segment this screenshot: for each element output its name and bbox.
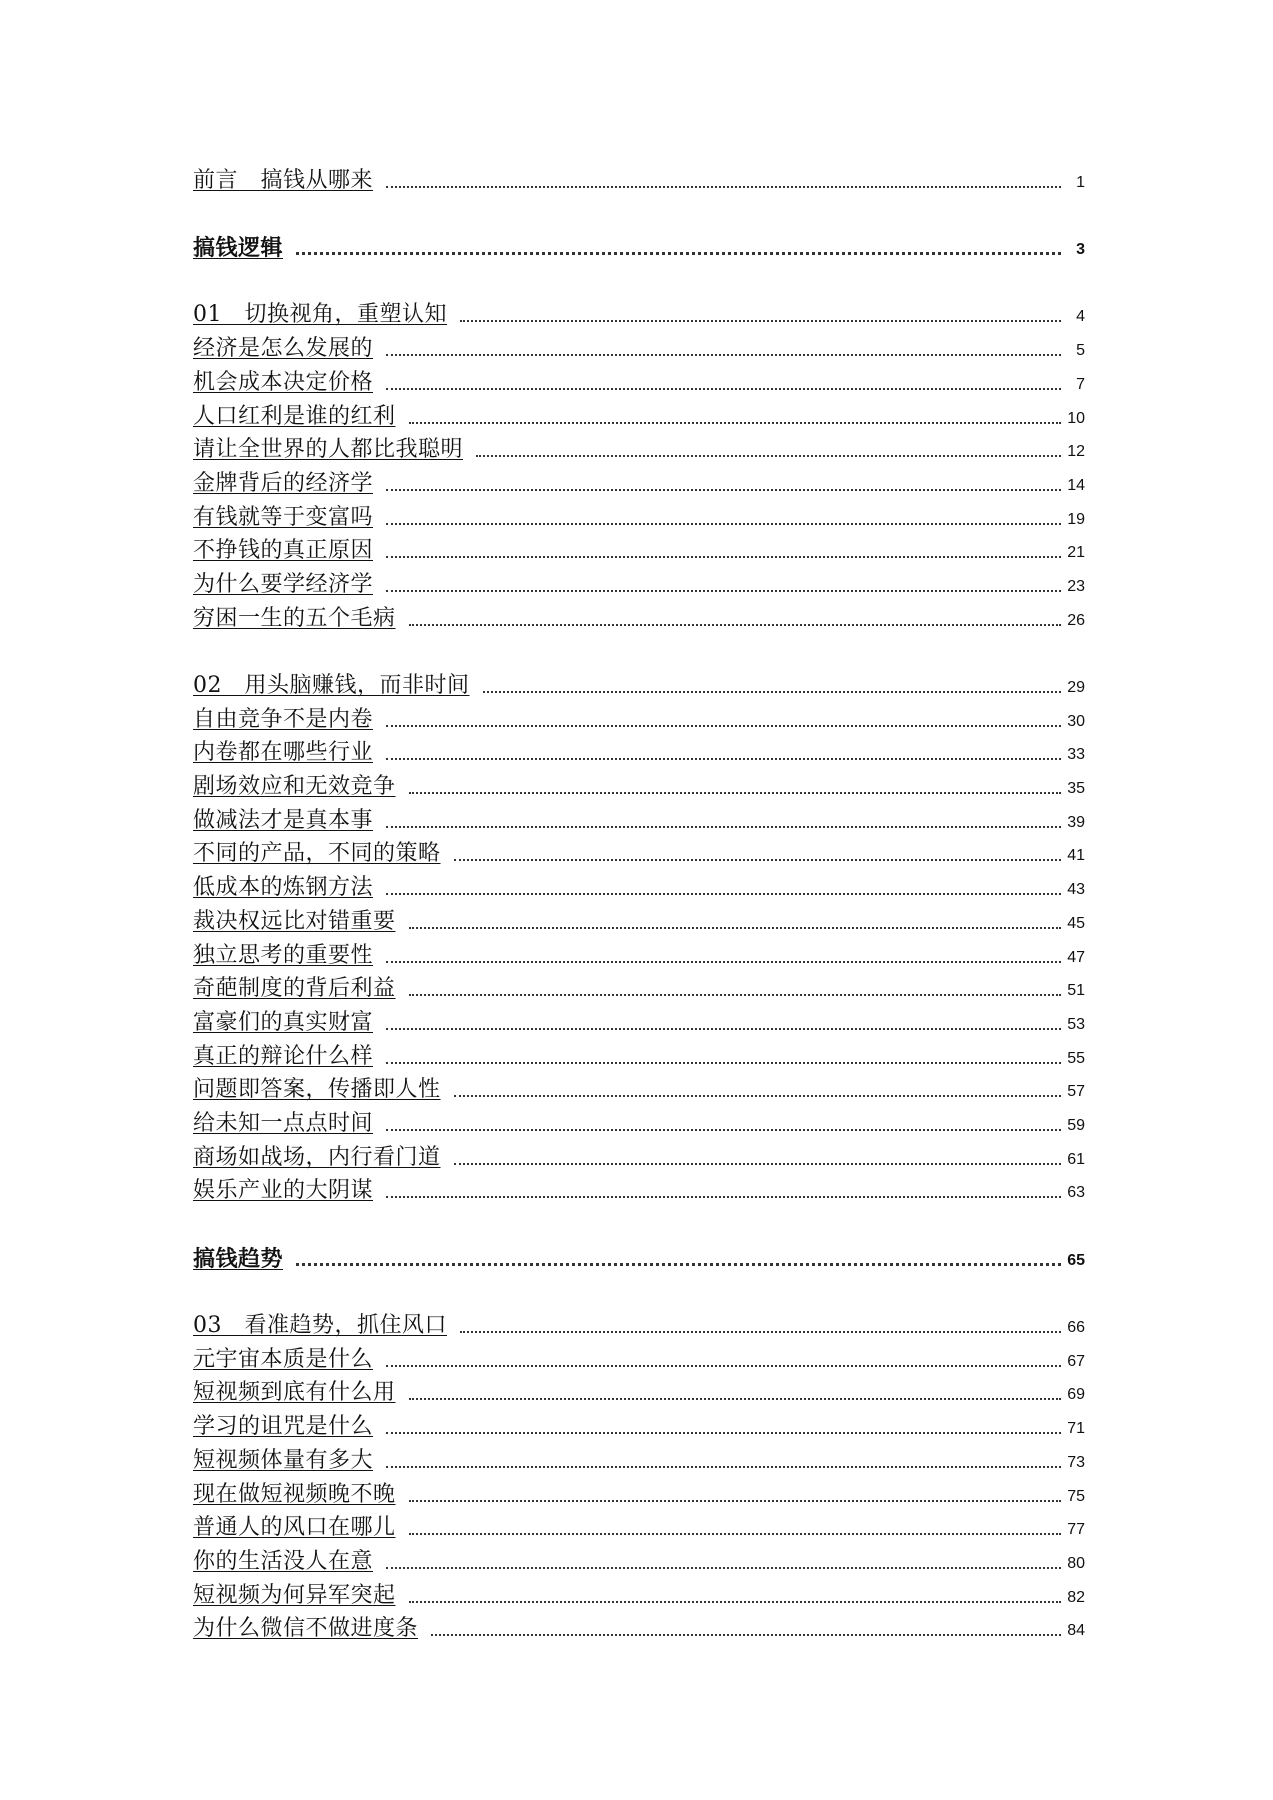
toc-entry[interactable] (193, 933, 1085, 967)
dot-leader (386, 826, 1061, 828)
dot-leader (386, 354, 1061, 356)
toc-entry[interactable] (193, 731, 1085, 765)
toc-entry[interactable] (193, 495, 1085, 529)
toc-entry-page-number: 77 (1067, 1521, 1085, 1539)
toc-entry-page-number: 39 (1067, 813, 1085, 831)
dot-leader (386, 758, 1061, 760)
toc-entry-title[interactable]: 前言 搞钱从哪来 (193, 167, 374, 193)
toc-entry[interactable] (193, 1539, 1085, 1573)
toc-entry[interactable] (193, 697, 1085, 731)
toc-entry-page-number: 1 (1076, 173, 1085, 191)
dot-leader (386, 1129, 1061, 1131)
toc-entry-page-number: 57 (1067, 1083, 1085, 1101)
toc-entry[interactable] (193, 158, 1085, 192)
dot-leader (454, 1095, 1061, 1097)
toc-entry-page-number: 26 (1067, 611, 1085, 629)
toc-entry-title[interactable]: 内卷都在哪些行业 (193, 740, 374, 766)
toc-entry[interactable] (193, 1101, 1085, 1135)
toc-entry[interactable] (193, 461, 1085, 495)
toc-entry-page-number: 73 (1067, 1453, 1085, 1471)
toc-entry-title[interactable]: 给未知一点点时间 (193, 1110, 374, 1136)
toc-entry-title[interactable]: 娱乐产业的大阴谋 (193, 1178, 374, 1204)
toc-entry-title[interactable]: 请让全世界的人都比我聪明 (193, 437, 464, 463)
toc-entry[interactable] (193, 394, 1085, 428)
toc-entry[interactable] (193, 596, 1085, 630)
dot-leader (386, 961, 1061, 963)
toc-entry-page-number: 82 (1067, 1588, 1085, 1606)
toc-entry-page-number: 5 (1076, 342, 1085, 360)
toc-entry-title[interactable]: 机会成本决定价格 (193, 369, 374, 395)
toc-entry[interactable] (193, 360, 1085, 394)
toc-entry-title[interactable]: 问题即答案，传播即人性 (193, 1077, 441, 1103)
dot-leader (386, 388, 1061, 390)
toc-entry-page-number: 4 (1076, 308, 1085, 326)
toc-entry-title[interactable]: 为什么微信不做进度条 (193, 1616, 419, 1642)
toc-entry-title[interactable]: 短视频体量有多大 (193, 1447, 374, 1473)
toc-entry-page-number: 29 (1067, 679, 1085, 696)
toc-entry-page-number: 84 (1067, 1622, 1085, 1640)
toc-entry-title[interactable]: 有钱就等于变富吗 (193, 504, 374, 530)
toc-entry-title[interactable]: 金牌背后的经济学 (193, 470, 374, 496)
toc-entry-title[interactable]: 01 切换视角，重塑认知 (193, 302, 447, 328)
toc-entry-page-number: 53 (1067, 1015, 1085, 1033)
toc-entry-title[interactable]: 短视频为何异军突起 (193, 1582, 396, 1608)
toc-entry-page-number: 55 (1067, 1049, 1085, 1067)
toc-entry[interactable] (193, 832, 1085, 866)
dot-leader (454, 859, 1061, 861)
toc-entry-title[interactable]: 你的生活没人在意 (193, 1548, 374, 1574)
toc-entry-page-number: 66 (1067, 1319, 1085, 1337)
toc-entry-title[interactable]: 为什么要学经济学 (193, 571, 374, 597)
toc-entry-page-number: 14 (1067, 476, 1085, 494)
toc-entry-page-number: 30 (1067, 712, 1085, 730)
toc-entry[interactable] (193, 1371, 1085, 1405)
toc-entry-title[interactable]: 裁决权远比对错重要 (193, 908, 396, 934)
toc-entry-page-number: 67 (1067, 1352, 1085, 1370)
toc-entry-title[interactable]: 搞钱逻辑 (193, 235, 284, 262)
toc-entry[interactable] (193, 1068, 1085, 1102)
dot-leader (296, 252, 1061, 255)
toc-entry-page-number: 19 (1067, 510, 1085, 528)
toc-entry[interactable] (193, 1472, 1085, 1506)
toc-entry-title[interactable]: 低成本的炼钢方法 (193, 875, 374, 901)
toc-entry-title[interactable]: 独立思考的重要性 (193, 942, 374, 968)
toc-entry-page-number: 47 (1067, 948, 1085, 966)
toc-entry-page-number: 43 (1067, 881, 1085, 899)
toc-entry[interactable] (193, 1135, 1085, 1169)
toc-entry-title[interactable]: 自由竞争不是内卷 (193, 706, 374, 732)
toc-entry-title[interactable]: 剧场效应和无效竞争 (193, 774, 396, 800)
toc-entry-page-number: 35 (1067, 780, 1085, 798)
toc-entry-title[interactable]: 03 看准趋势，抓住风口 (193, 1313, 447, 1339)
dot-leader (386, 1028, 1061, 1030)
toc-entry[interactable] (193, 798, 1085, 832)
toc-entry[interactable] (193, 1303, 1085, 1337)
toc-entry-title[interactable]: 元宇宙本质是什么 (193, 1346, 374, 1372)
toc-entry-title[interactable]: 商场如战场，内行看门道 (193, 1144, 441, 1170)
toc-entry[interactable] (193, 1607, 1085, 1641)
toc-entry[interactable] (193, 1236, 1085, 1270)
toc-entry-title[interactable]: 做减法才是真本事 (193, 807, 374, 833)
toc-entry-title[interactable]: 搞钱趋势 (193, 1245, 284, 1272)
dot-leader (386, 556, 1061, 558)
dot-leader (386, 1196, 1061, 1198)
table-of-contents (193, 158, 1085, 1640)
toc-entry-page-number: 51 (1067, 982, 1085, 1000)
toc-entry[interactable] (193, 764, 1085, 798)
toc-entry[interactable] (193, 562, 1085, 596)
toc-entry[interactable] (193, 1034, 1085, 1068)
dot-leader (431, 1634, 1061, 1636)
toc-entry-page-number: 7 (1076, 375, 1085, 393)
toc-entry-title[interactable]: 现在做短视频晚不晚 (193, 1481, 396, 1507)
dot-leader (483, 691, 1061, 693)
toc-entry-page-number: 45 (1067, 914, 1085, 932)
toc-entry[interactable] (193, 293, 1085, 327)
toc-entry[interactable] (193, 1169, 1085, 1203)
dot-leader (409, 624, 1061, 626)
toc-entry-page-number: 75 (1067, 1487, 1085, 1505)
toc-entry-title[interactable]: 学习的诅咒是什么 (193, 1414, 374, 1440)
dot-leader (460, 1331, 1061, 1333)
toc-entry-page-number: 71 (1067, 1420, 1085, 1438)
toc-entry[interactable] (193, 865, 1085, 899)
dot-leader (386, 725, 1061, 727)
dot-leader (409, 1601, 1061, 1603)
toc-entry[interactable] (193, 529, 1085, 563)
dot-leader (409, 1398, 1061, 1400)
toc-entry-title[interactable]: 真正的辩论什么样 (193, 1043, 374, 1069)
toc-entry-page-number: 21 (1067, 544, 1085, 562)
toc-entry-page-number: 69 (1067, 1386, 1085, 1404)
dot-leader (386, 523, 1061, 525)
dot-leader (386, 186, 1061, 188)
toc-entry[interactable] (193, 1438, 1085, 1472)
dot-leader (409, 422, 1061, 424)
dot-leader (386, 1466, 1061, 1468)
dot-leader (454, 1163, 1061, 1165)
dot-leader (409, 1533, 1061, 1535)
toc-entry[interactable] (193, 1337, 1085, 1371)
toc-entry[interactable] (193, 1000, 1085, 1034)
dot-leader (386, 590, 1061, 592)
toc-entry-title[interactable]: 穷困一生的五个毛病 (193, 605, 396, 631)
dot-leader (386, 1365, 1061, 1367)
toc-entry[interactable] (193, 1506, 1085, 1540)
toc-entry[interactable] (193, 899, 1085, 933)
toc-entry-page-number: 61 (1067, 1150, 1085, 1168)
toc-entry[interactable] (193, 428, 1085, 462)
toc-entry-page-number: 80 (1067, 1554, 1085, 1572)
toc-entry-page-number: 59 (1067, 1116, 1085, 1134)
toc-entry-title[interactable]: 奇葩制度的背后利益 (193, 976, 396, 1002)
toc-entry-page-number: 23 (1067, 577, 1085, 595)
toc-entry-title[interactable]: 不挣钱的真正原因 (193, 538, 374, 564)
toc-entry[interactable] (193, 225, 1085, 262)
toc-entry-page-number: 12 (1067, 443, 1085, 461)
dot-leader (296, 1263, 1061, 1266)
toc-entry-page-number: 63 (1067, 1184, 1085, 1202)
dot-leader (386, 893, 1061, 895)
toc-entry-title[interactable]: 普通人的风口在哪儿 (193, 1515, 396, 1541)
toc-entry-page-number: 33 (1067, 746, 1085, 764)
toc-entry-title[interactable]: 人口红利是谁的红利 (193, 403, 396, 429)
toc-entry[interactable] (193, 663, 1085, 697)
dot-leader (386, 1062, 1061, 1064)
toc-entry[interactable] (193, 967, 1085, 1001)
dot-leader (386, 1567, 1061, 1569)
toc-entry-page-number: 3 (1076, 241, 1085, 259)
toc-entry[interactable] (193, 1404, 1085, 1438)
dot-leader (386, 489, 1061, 491)
toc-entry[interactable] (193, 1573, 1085, 1607)
dot-leader (409, 792, 1061, 794)
dot-leader (409, 1500, 1061, 1502)
toc-entry-page-number: 65 (1067, 1251, 1085, 1269)
toc-entry-title[interactable]: 不同的产品，不同的策略 (193, 841, 441, 867)
toc-entry-title[interactable]: 02 用头脑赚钱，而非时间 (193, 673, 470, 698)
toc-entry-title[interactable]: 富豪们的真实财富 (193, 1009, 374, 1035)
toc-entry-title[interactable]: 经济是怎么发展的 (193, 336, 374, 362)
toc-entry-page-number: 10 (1067, 409, 1085, 427)
dot-leader (386, 1432, 1061, 1434)
toc-entry-page-number: 41 (1067, 847, 1085, 865)
dot-leader (409, 927, 1061, 929)
dot-leader (460, 320, 1061, 322)
dot-leader (409, 994, 1061, 996)
toc-entry[interactable] (193, 326, 1085, 360)
dot-leader (476, 455, 1061, 457)
toc-entry-title[interactable]: 短视频到底有什么用 (193, 1380, 396, 1406)
